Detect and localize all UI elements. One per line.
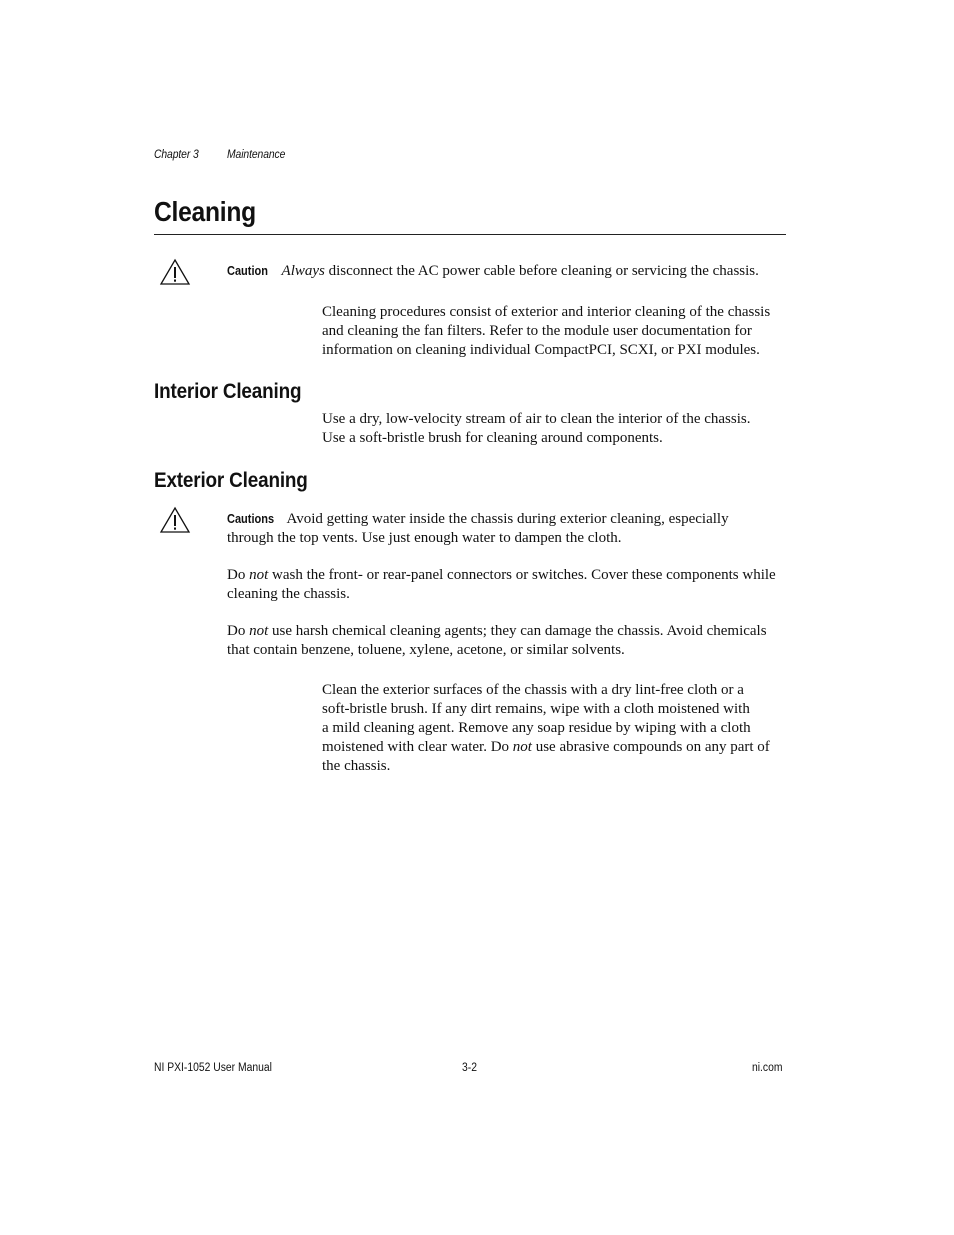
- exterior-cleaning-heading: Exterior Cleaning: [154, 468, 308, 492]
- intro-paragraph: [322, 303, 790, 360]
- cautions-paragraph-1: [227, 510, 789, 548]
- footer-website: ni.com: [752, 1062, 783, 1074]
- exterior-line: Clean the exterior surfaces of the chassis with a dry lint-free cloth or a: [322, 682, 744, 698]
- exterior-line: the chassis.: [322, 758, 391, 774]
- caution-text: disconnect the AC power cable before cleaning or servicing the chassis.: [324, 263, 759, 279]
- cautions-emphasis: not: [249, 567, 269, 583]
- running-header-chapter: Chapter 3: [154, 149, 199, 161]
- cautions-text: wash the front- or rear-panel connectors or switches. Cover these components while: [268, 567, 776, 583]
- running-header-section: Maintenance: [227, 149, 286, 161]
- cautions-line: through the top vents. Use just enough water to dampen the cloth.: [227, 530, 622, 546]
- cautions-text: use harsh chemical cleaning agents; they can damage the chassis. Avoid chemicals: [268, 623, 767, 639]
- warning-triangle-icon: [159, 506, 191, 534]
- exterior-emphasis: not: [512, 739, 532, 755]
- interior-cleaning-paragraph: [322, 410, 790, 448]
- caution-emphasis: Always: [281, 263, 325, 279]
- caution-label: Caution: [227, 264, 268, 278]
- cautions-paragraph-3: [227, 622, 789, 660]
- exterior-line: use abrasive compounds on any part of: [531, 739, 770, 755]
- cautions-text: Do: [227, 567, 250, 583]
- warning-triangle-icon: [159, 258, 191, 286]
- intro-line: Cleaning procedures consist of exterior and interior cleaning of the chassis: [322, 304, 771, 320]
- exterior-line: a mild cleaning agent. Remove any soap residue by wiping with a cloth: [322, 720, 751, 736]
- caution-note: [227, 262, 789, 281]
- exterior-line: soft-bristle brush. If any dirt remains, wipe with a cloth moistened with: [322, 701, 750, 717]
- intro-line: information on cleaning individual CompactPCI, SCXI, or PXI modules.: [322, 342, 760, 358]
- cautions-text: Do: [227, 623, 250, 639]
- cautions-line: cleaning the chassis.: [227, 586, 350, 602]
- interior-line: Use a soft-bristle brush for cleaning around components.: [322, 430, 663, 446]
- cautions-line: that contain benzene, toluene, xylene, acetone, or similar solvents.: [227, 642, 625, 658]
- title-rule: [154, 234, 786, 235]
- exterior-cleaning-paragraph: [322, 681, 790, 776]
- cautions-paragraph-2: [227, 566, 789, 604]
- cautions-line: Avoid getting water inside the chassis during exterior cleaning, especially: [286, 511, 729, 527]
- footer-page-number: 3-2: [462, 1062, 477, 1074]
- interior-cleaning-heading: Interior Cleaning: [154, 379, 302, 403]
- footer-manual-title: NI PXI-1052 User Manual: [154, 1062, 272, 1074]
- interior-line: Use a dry, low-velocity stream of air to clean the interior of the chassis.: [322, 411, 751, 427]
- cautions-emphasis: not: [249, 623, 269, 639]
- cautions-label: Cautions: [227, 512, 275, 526]
- exterior-line: moistened with clear water. Do: [322, 739, 513, 755]
- page-title: Cleaning: [154, 196, 256, 227]
- intro-line: and cleaning the fan filters. Refer to the module user documentation for: [322, 323, 752, 339]
